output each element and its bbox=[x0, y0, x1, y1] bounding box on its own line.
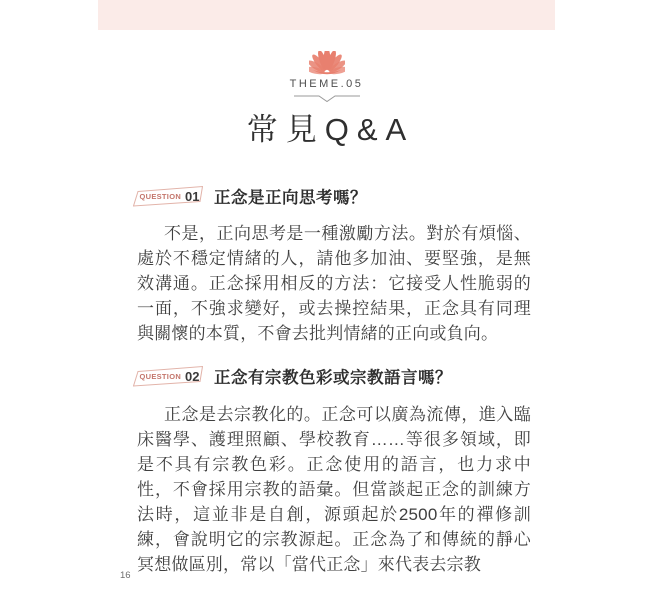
question-2-heading bbox=[133, 364, 452, 388]
chevron-down-divider-icon bbox=[294, 95, 360, 104]
question-1-title: 正念是正向思考嗎？ bbox=[214, 189, 367, 207]
question-1-badge bbox=[133, 185, 203, 208]
page-title: 常見Q&A bbox=[246, 112, 415, 147]
question-badge-number: 01 bbox=[185, 188, 200, 204]
page-number: 16 bbox=[120, 570, 131, 581]
page-top-band bbox=[98, 0, 555, 30]
question-badge-label: QUESTION bbox=[139, 191, 182, 201]
question-1-heading bbox=[133, 184, 367, 208]
question-2-title: 正念有宗教色彩或宗教語言嗎？ bbox=[214, 369, 452, 387]
question-badge-number: 02 bbox=[185, 368, 200, 384]
question-badge-label: QUESTION bbox=[139, 371, 182, 381]
theme-header bbox=[98, 51, 555, 104]
theme-label: THEME.05 bbox=[289, 78, 364, 90]
question-2-answer: 正念是去宗教化的。正念可以廣為流傳，進入臨床醫學、護理照顧、學校教育……等很多領域，即是不具有宗教色彩。正念使用的語言，也力求中性，不會採用宗教的語彙。但當談起正念的訓練方法時，這並非是自創，源頭起於2500年的禪修訓練，會說明它的宗教源起。正念為了和傳統的靜心冥想做區別，常以「當代正念」來代表去宗教 bbox=[137, 405, 531, 574]
lotus-flower-icon bbox=[309, 51, 345, 75]
question-1-answer: 不是，正向思考是一種激勵方法。對於有煩惱、處於不穩定情緒的人，請他多加油、要堅強，是無效溝通。正念採用相反的方法：它接受人性脆弱的一面，不強求變好，或去操控結果，正念具有同理與關懷的本質，不會去批判情緒的正向或負向。 bbox=[137, 224, 531, 343]
question-2-badge bbox=[133, 365, 203, 388]
